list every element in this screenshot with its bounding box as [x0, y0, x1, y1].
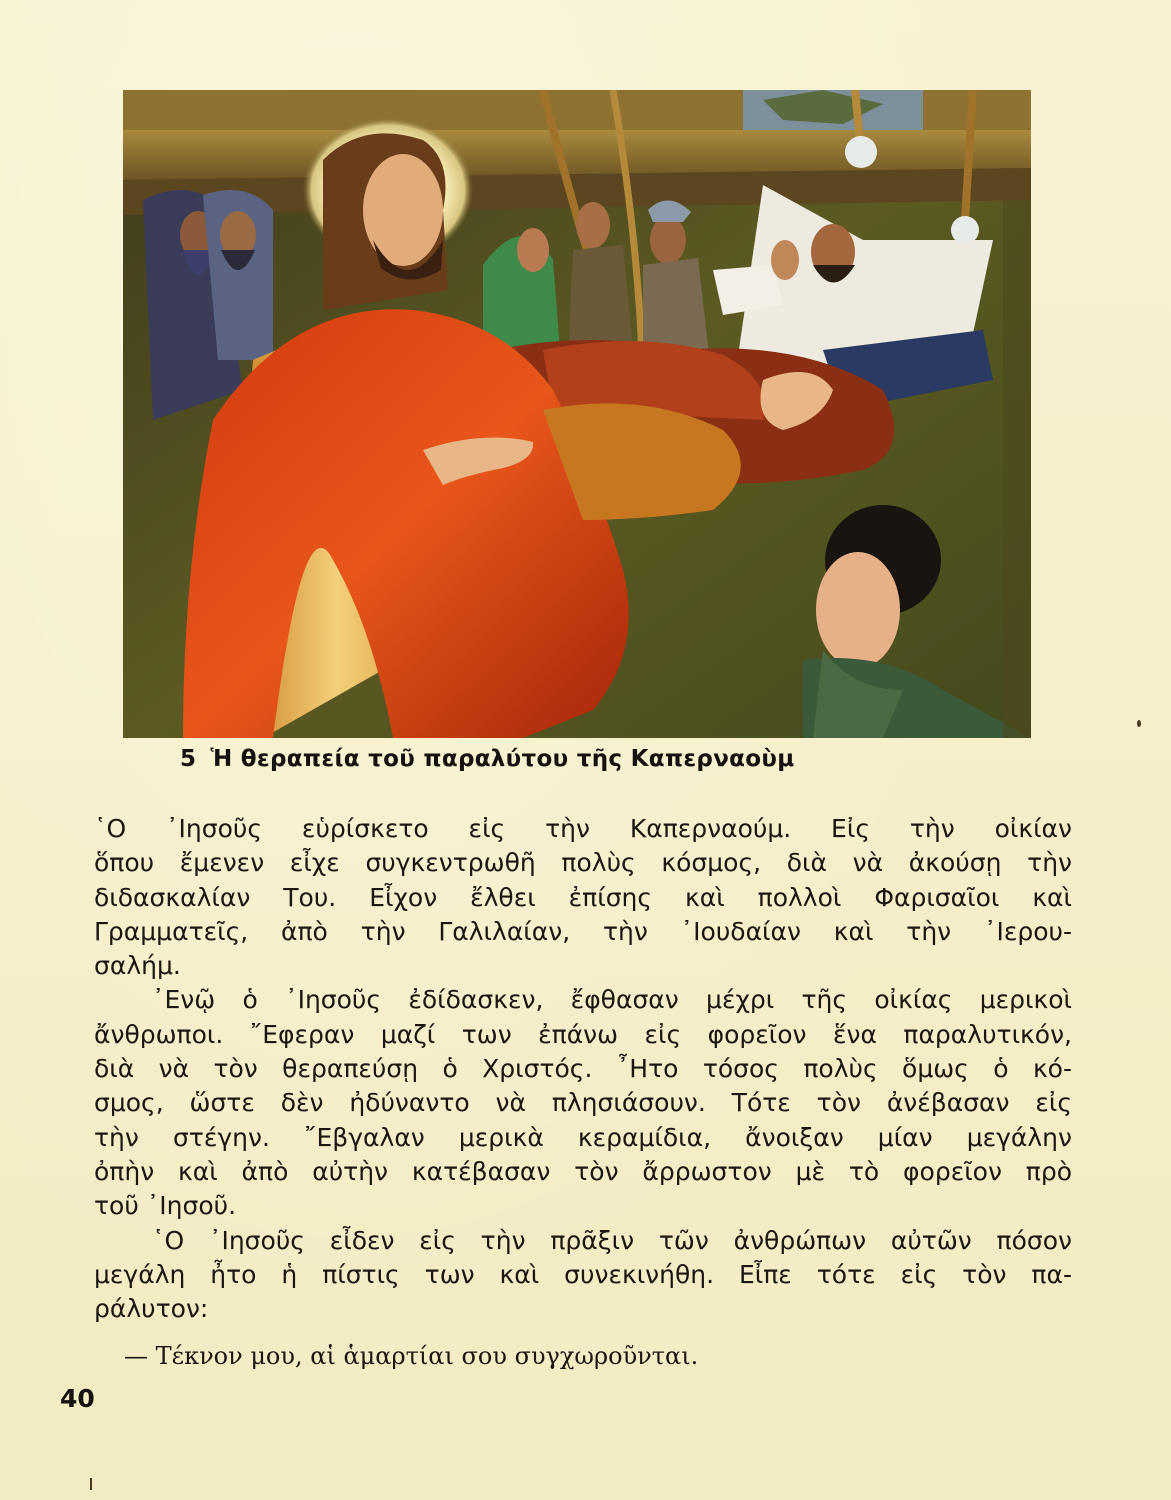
text-line: διδασκαλίαν Του. Εἶχον ἔλθει ἐπίσης καὶ πολλοὶ Φαρισαῖοι καὶ: [94, 882, 1072, 912]
text-line: σαλήμ.: [94, 951, 181, 981]
text-line: ράλυτον:: [94, 1294, 209, 1324]
text-line: τὴν στέγην. ῎Εβγαλαν μερικὰ κεραμίδια, ἄνοιξαν μίαν μεγάλην: [94, 1122, 1072, 1152]
print-speck: [1137, 720, 1141, 727]
page-number: 40: [60, 1384, 95, 1413]
print-speck: [90, 1478, 92, 1490]
figure-number: 5: [180, 746, 197, 772]
text-line: ῾Ο ᾿Ιησοῦς εἶδεν εἰς τὴν πρᾶξιν τῶν ἀνθρώπων αὐτῶν πόσον: [152, 1225, 1072, 1255]
text-line: διὰ νὰ τὸν θεραπεύσῃ ὁ Χριστός. ῏Ητο τόσος πολὺς ὅμως ὁ κό-: [94, 1054, 1072, 1084]
dialogue-line: — Τέκνον μου, αἱ ἁμαρτίαι σου συγχωροῦνται.: [124, 1342, 699, 1370]
text-line: σμος, ὥστε δὲν ἠδύναντο νὰ πλησιάσουν. Τότε τὸν ἀνέβασαν εἰς: [94, 1088, 1072, 1118]
figure-title: Ἡ θεραπεία τοῦ παραλύτου τῆς Καπερναοὺμ: [210, 746, 795, 772]
healing-of-paralytic-illustration: [123, 90, 1031, 738]
text-line: μεγάλη ἦτο ἡ πίστις των καὶ συνεκινήθη. Εἶπε τότε εἰς τὸν πα-: [94, 1259, 1072, 1289]
body-text: [94, 812, 1072, 1326]
text-line: Γραμματεῖς, ἀπὸ τὴν Γαλιλαίαν, τὴν ᾿Ιουδαίαν καὶ τὴν ᾿Ιερου-: [94, 916, 1072, 946]
text-line: ἄνθρωποι. ῎Εφεραν μαζί των ἐπάνω εἰς φορεῖον ἕνα παραλυτικόν,: [94, 1019, 1072, 1049]
text-line: ὅπου ἔμενεν εἶχε συγκεντρωθῆ πολὺς κόσμος, διὰ νὰ ἀκούσῃ τὴν: [94, 848, 1072, 878]
text-line: τοῦ ᾿Ιησοῦ.: [94, 1191, 237, 1221]
text-line: ᾿Ενῷ ὁ ᾿Ιησοῦς ἐδίδασκεν, ἔφθασαν μέχρι τῆς οἰκίας μερικοὶ: [152, 985, 1072, 1015]
text-line: ὀπὴν καὶ ἀπὸ αὐτὴν κατέβασαν τὸν ἄρρωστον μὲ τὸ φορεῖον πρὸ: [94, 1156, 1072, 1186]
text-line: ῾Ο ᾿Ιησοῦς εὑρίσκετο εἰς τὴν Καπερναούμ. Εἰς τὴν οἰκίαν: [94, 814, 1072, 843]
figure-caption: [180, 746, 1000, 772]
